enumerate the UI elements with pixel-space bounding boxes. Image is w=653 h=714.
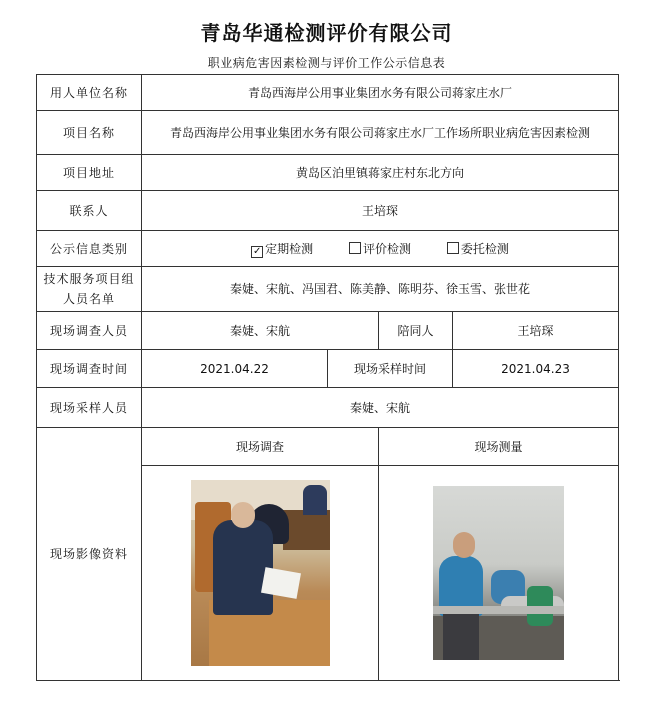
measure-photo-caption: 现场测量 bbox=[379, 428, 619, 466]
checkbox-commissioned-label: 委托检测 bbox=[460, 241, 509, 256]
escort-label: 陪同人 bbox=[379, 312, 453, 350]
checkbox-empty-icon bbox=[447, 242, 459, 254]
row-samplers bbox=[37, 388, 619, 428]
project-name-value: 青岛西海岸公用事业集团水务有限公司蒋家庄水厂工作场所职业病危害因素检测 bbox=[142, 111, 619, 155]
images-label: 现场影像资料 bbox=[37, 428, 142, 681]
checkbox-empty-icon bbox=[349, 242, 361, 254]
survey-photo bbox=[191, 480, 330, 666]
checkbox-commissioned[interactable] bbox=[447, 239, 509, 259]
team-value: 秦婕、宋航、冯国君、陈美静、陈明芬、徐玉雪、张世花 bbox=[142, 267, 619, 312]
row-employer bbox=[37, 75, 619, 111]
investigators-value: 秦婕、宋航 bbox=[142, 312, 379, 350]
address-value: 黄岛区泊里镇蒋家庄村东北方向 bbox=[142, 155, 619, 191]
employer-label: 用人单位名称 bbox=[37, 75, 142, 111]
measure-photo-cell bbox=[379, 466, 619, 681]
category-options bbox=[142, 231, 619, 267]
row-team bbox=[37, 267, 619, 312]
checkbox-evaluation[interactable] bbox=[349, 239, 411, 259]
row-project-name bbox=[37, 111, 619, 155]
document-title: 青岛华通检测评价有限公司 bbox=[200, 21, 453, 45]
category-label: 公示信息类别 bbox=[37, 231, 142, 267]
samplers-value: 秦婕、宋航 bbox=[142, 388, 619, 428]
survey-time-label: 现场调查时间 bbox=[37, 350, 142, 388]
row-times bbox=[37, 350, 619, 388]
employer-value: 青岛西海岸公用事业集团水务有限公司蒋家庄水厂 bbox=[142, 75, 619, 111]
survey-photo-cell bbox=[142, 466, 379, 681]
contact-label: 联系人 bbox=[37, 191, 142, 231]
survey-time-value: 2021.04.22 bbox=[142, 350, 328, 388]
checkbox-periodic-label: 定期检测 bbox=[265, 241, 314, 256]
row-photo-captions bbox=[37, 428, 619, 466]
investigators-label: 现场调查人员 bbox=[37, 312, 142, 350]
info-table bbox=[36, 74, 619, 681]
row-investigators bbox=[37, 312, 619, 350]
document-subtitle: 职业病危害因素检测与评价工作公示信息表 bbox=[207, 56, 446, 70]
sampling-time-label: 现场采样时间 bbox=[328, 350, 453, 388]
row-contact bbox=[37, 191, 619, 231]
survey-photo-caption: 现场调查 bbox=[142, 428, 379, 466]
row-category bbox=[37, 231, 619, 267]
row-address bbox=[37, 155, 619, 191]
address-label: 项目地址 bbox=[37, 155, 142, 191]
checkbox-evaluation-label: 评价检测 bbox=[363, 241, 412, 256]
sampling-time-value: 2021.04.23 bbox=[453, 350, 619, 388]
contact-value: 王培琛 bbox=[142, 191, 619, 231]
project-name-label: 项目名称 bbox=[37, 111, 142, 155]
measure-photo bbox=[433, 486, 564, 660]
checkbox-checked-icon: ✓ bbox=[252, 245, 262, 257]
team-label: 技术服务项目组人员名单 bbox=[37, 267, 142, 312]
samplers-label: 现场采样人员 bbox=[37, 388, 142, 428]
escort-value: 王培琛 bbox=[453, 312, 619, 350]
checkbox-periodic[interactable] bbox=[251, 239, 313, 259]
